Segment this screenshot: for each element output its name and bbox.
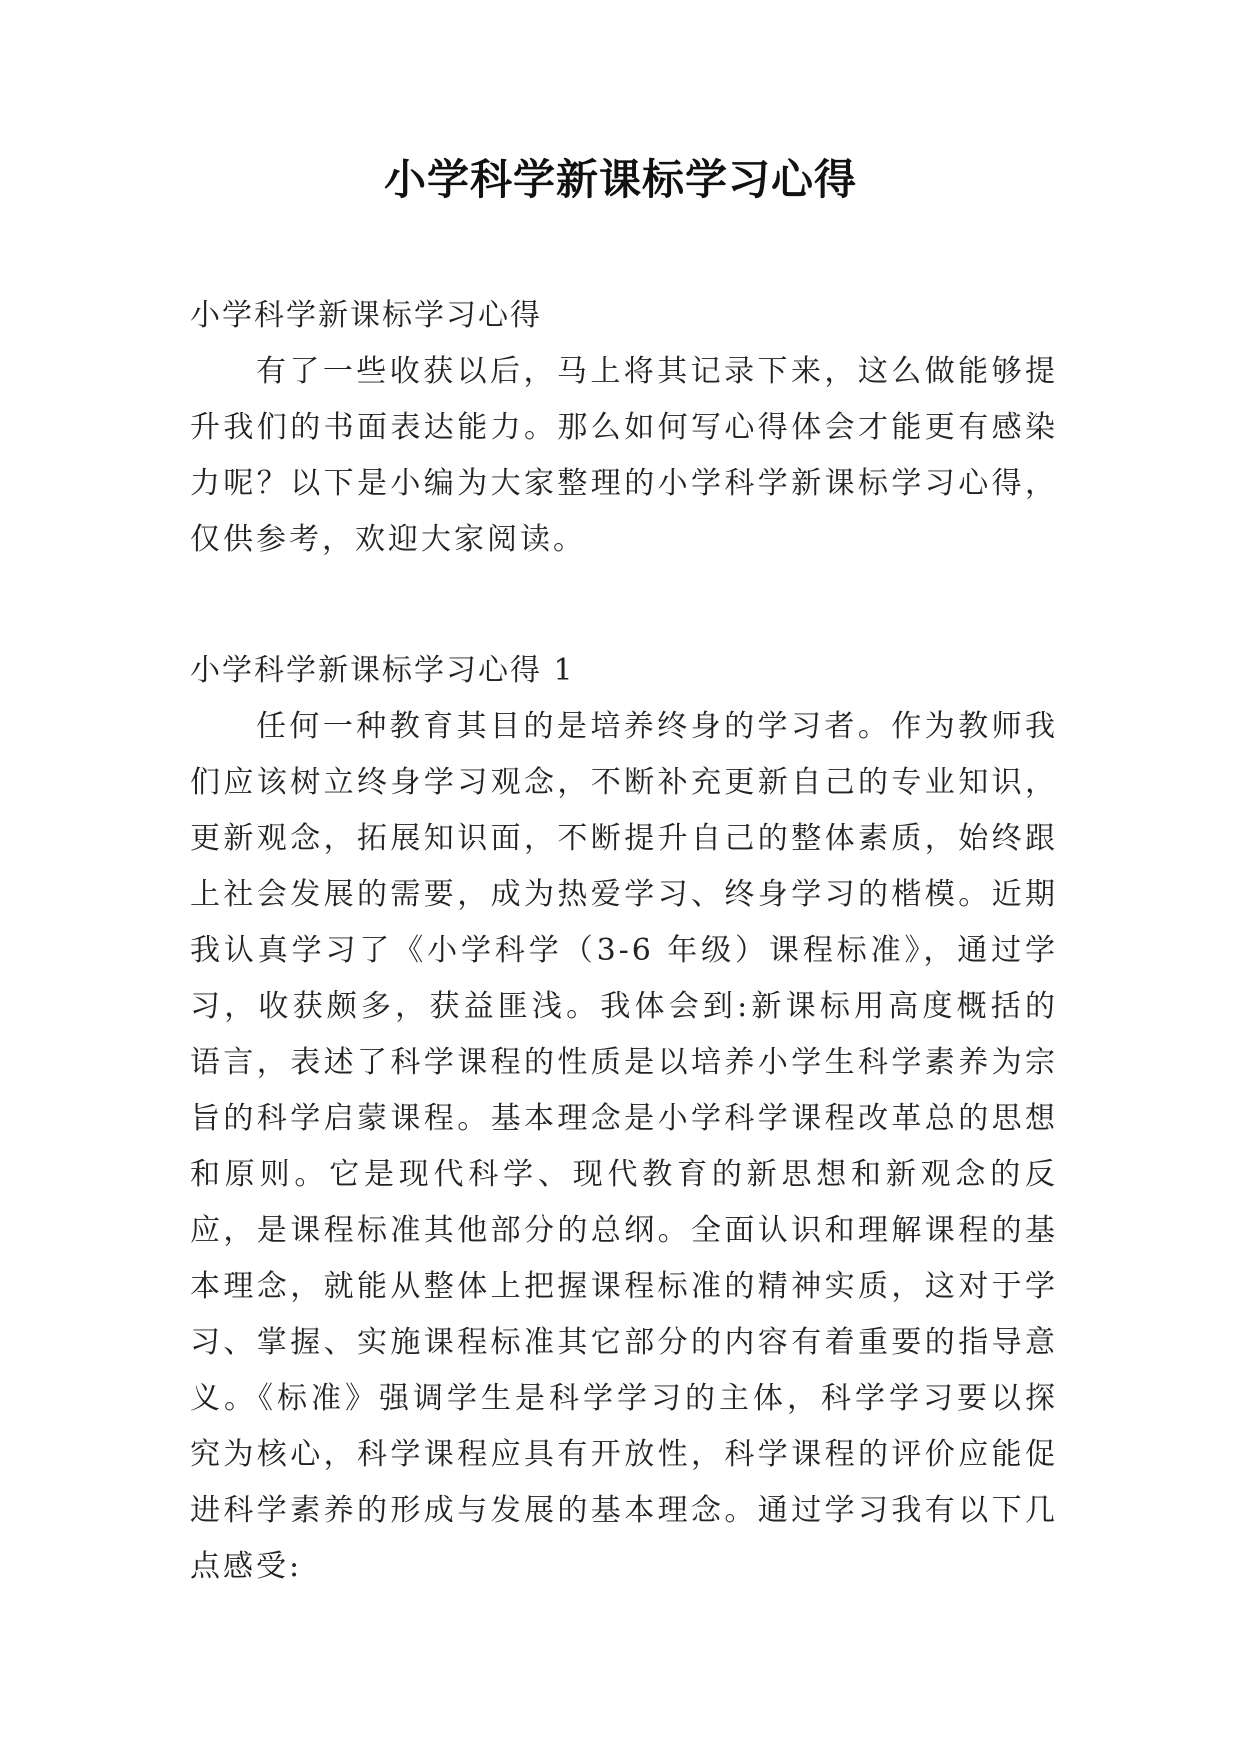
intro-heading: 小学科学新课标学习心得 (190, 298, 542, 333)
section-1-block (190, 643, 1058, 1595)
section-1-paragraph: 任何一种教育其目的是培养终身的学习者。作为教师我们应该树立终身学习观念，不断补充更新自己的专业知识，更新观念，拓展知识面，不断提升自己的整体素质，始终跟上社会发展的需要，成为热爱学习、终身学习的楷模。近期我认真学习了《小学科学（3-6 年级）课程标准》，通过学习，收获颇多，获益匪浅。我体会到:新课标用高度概括的语言，表述了科学课程的性质是以培养小学生科学素养为宗旨的科学启蒙课程。基本理念是小学科学课程改革总的思想和原则。它是现代科学、现代教育的新思想和新观念的反应，是课程标准其他部分的总纲。全面认识和理解课程的基本理念，就能从整体上把握课程标准的精神实质，这对于学习、掌握、实施课程标准其它部分的内容有着重要的指导意义。《标准》强调学生是科学学习的主体，科学学习要以探究为核心，科学课程应具有开放性，科学课程的评价应能促进科学素养的形成与发展的基本理念。通过学习我有以下几点感受: (190, 709, 1058, 1584)
page-title: 小学科学新课标学习心得 (383, 155, 857, 204)
section-1-heading: 小学科学新课标学习心得 1 (190, 653, 575, 688)
intro-block (190, 288, 1058, 568)
intro-paragraph: 有了一些收获以后，马上将其记录下来，这么做能够提升我们的书面表达能力。那么如何写心得体会才能更有感染力呢？以下是小编为大家整理的小学科学新课标学习心得，仅供参考，欢迎大家阅读。 (190, 354, 1058, 557)
